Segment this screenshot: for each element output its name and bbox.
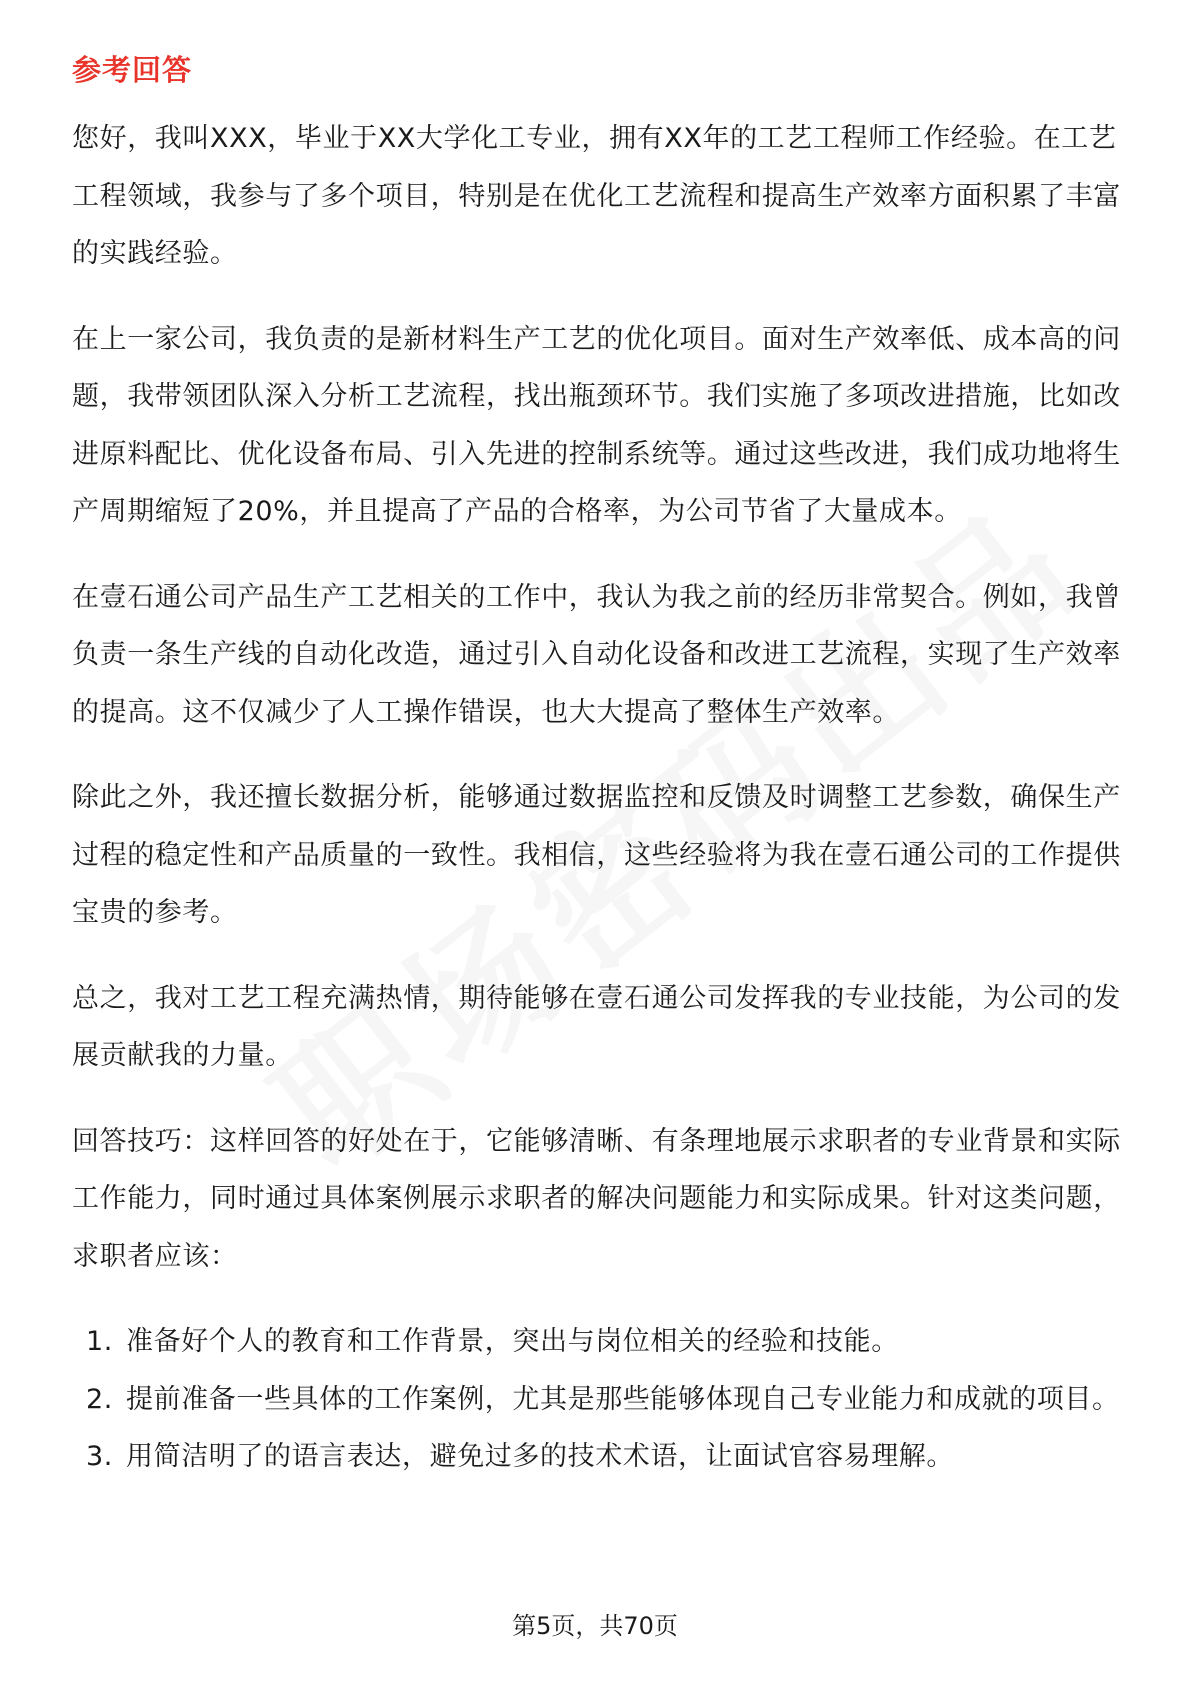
answer-tips: 回答技巧：这样回答的好处在于，它能够清晰、有条理地展示求职者的专业背景和实际工作能力，同时通过具体案例展示求职者的解决问题能力和实际成果。针对这类问题，求职者应该： bbox=[72, 1125, 1121, 1272]
list-number: 2. bbox=[86, 1383, 113, 1415]
tips-list bbox=[72, 1313, 1122, 1486]
section-title: 参考回答 bbox=[72, 53, 193, 87]
list-item bbox=[72, 1428, 1122, 1486]
list-text: 提前准备一些具体的工作案例，尤其是那些能够体现自己专业能力和成就的项目。 bbox=[126, 1383, 1120, 1415]
list-number: 1. bbox=[86, 1326, 113, 1357]
paragraph-previous-company: 在上一家公司，我负责的是新材料生产工艺的优化项目。面对生产效率低、成本高的问题，我带领团队深入分析工艺流程，找出瓶颈环节。我们实施了多项改进措施，比如改进原料配比、优化设备布局、引入先进的控制系统等。通过这些改进，我们成功地将生产周期缩短了20%，并且提高了产品的合格率，为公司节省了大量成本。 bbox=[72, 323, 1121, 527]
document-page bbox=[72, 50, 1122, 1486]
paragraph-data-analysis: 除此之外，我还擅长数据分析，能够通过数据监控和反馈及时调整工艺参数，确保生产过程的稳定性和产品质量的一致性。我相信，这些经验将为我在壹石通公司的工作提供宝贵的参考。 bbox=[72, 782, 1121, 928]
paragraph-summary: 总之，我对工艺工程充满热情，期待能够在壹石通公司发挥我的专业技能，为公司的发展贡献我的力量。 bbox=[72, 982, 1121, 1071]
paragraph-fit: 在壹石通公司产品生产工艺相关的工作中，我认为我之前的经历非常契合。例如，我曾负责一条生产线的自动化改造，通过引入自动化设备和改进工艺流程，实现了生产效率的提高。这不仅减少了人工操作错误，也大大提高了整体生产效率。 bbox=[72, 581, 1121, 728]
page-footer: 第5页，共70页 bbox=[512, 1612, 678, 1640]
list-text: 准备好个人的教育和工作背景，突出与岗位相关的经验和技能。 bbox=[126, 1326, 899, 1357]
paragraph-intro: 您好，我叫XXX，毕业于XX大学化工专业，拥有XX年的工艺工程师工作经验。在工艺工程领域，我参与了多个项目，特别是在优化工艺流程和提高生产效率方面积累了丰富的实践经验。 bbox=[72, 123, 1121, 269]
list-item bbox=[72, 1313, 1122, 1371]
list-text: 用简洁明了的语言表达，避免过多的技术术语，让面试官容易理解。 bbox=[126, 1441, 954, 1472]
list-item bbox=[72, 1371, 1122, 1429]
list-number: 3. bbox=[86, 1441, 113, 1472]
